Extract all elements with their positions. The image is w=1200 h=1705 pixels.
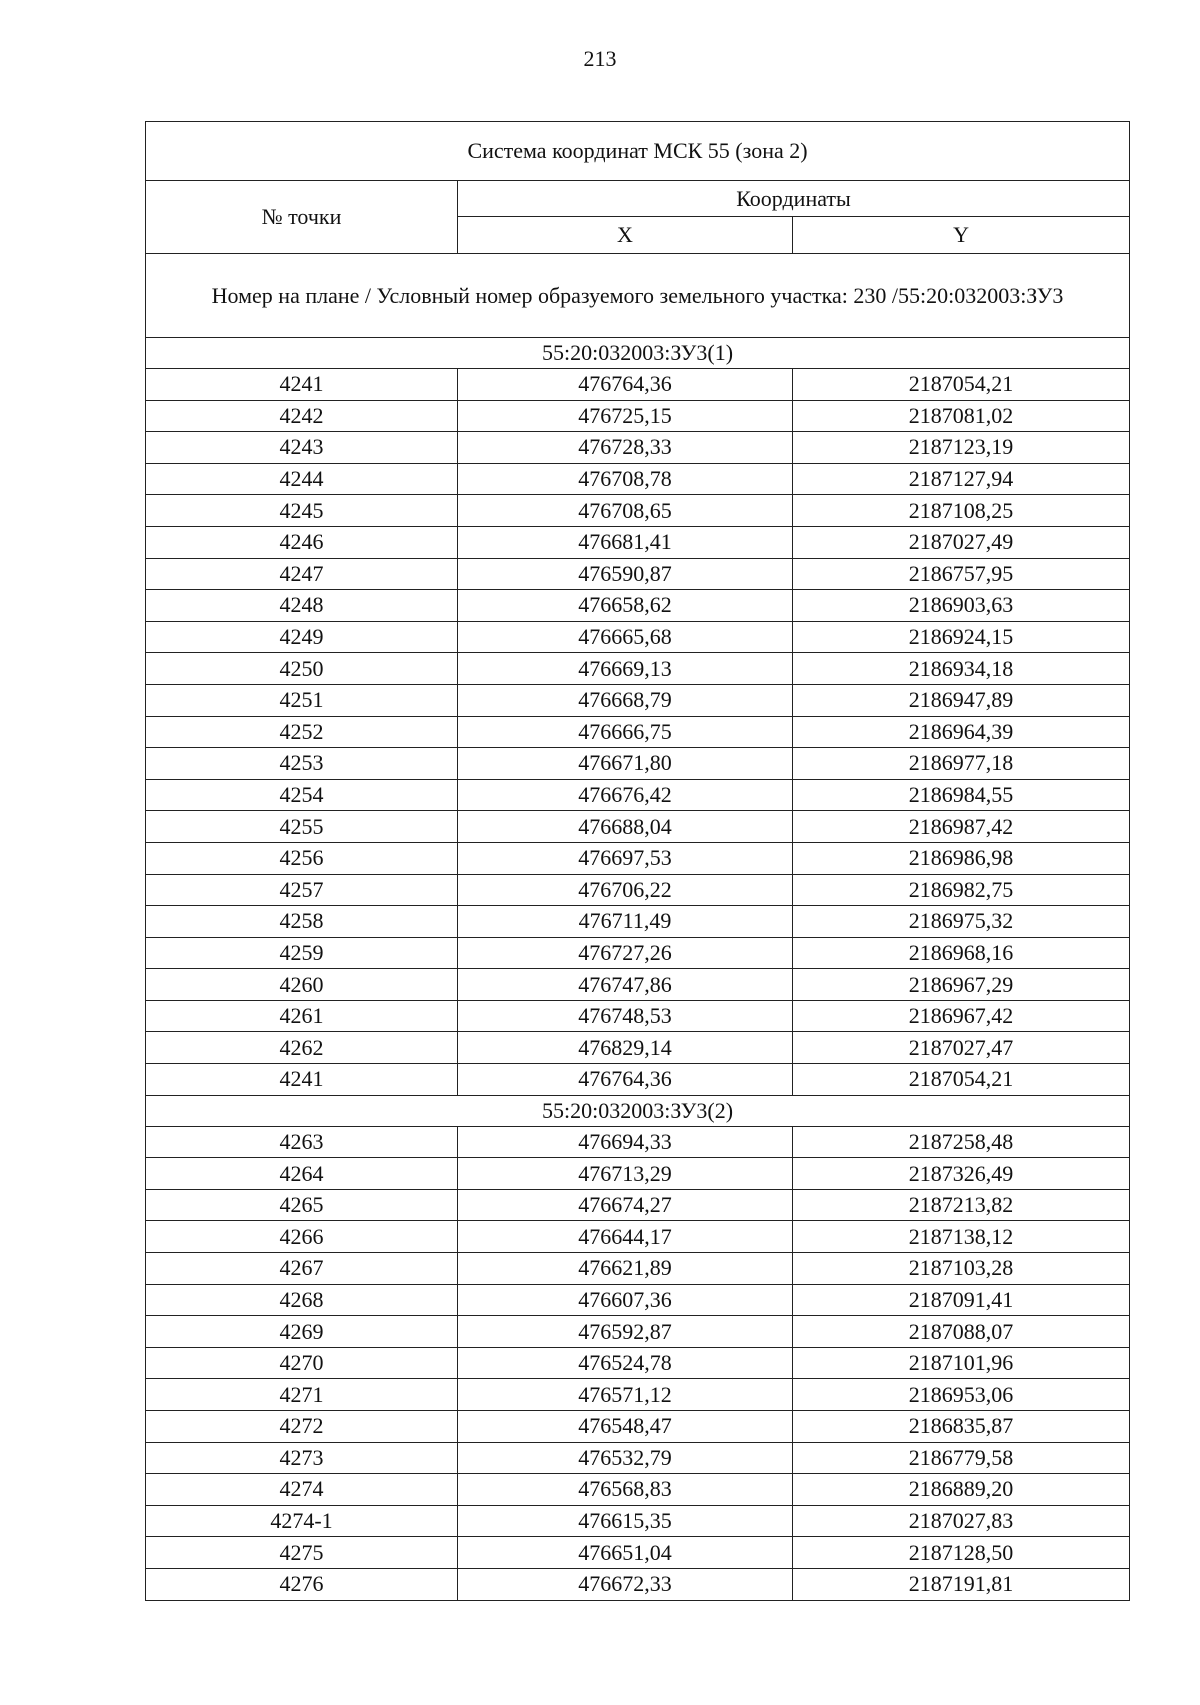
point-number-cell: 4254 [146, 779, 458, 811]
y-coordinate-cell: 2187123,19 [793, 432, 1130, 464]
point-number-cell: 4273 [146, 1442, 458, 1474]
y-coordinate-cell: 2187103,28 [793, 1253, 1130, 1285]
coordinates-header: Координаты [458, 181, 1130, 217]
table-row [146, 937, 1130, 969]
table-row [146, 684, 1130, 716]
x-coordinate-cell: 476524,78 [458, 1347, 793, 1379]
x-coordinate-cell: 476697,53 [458, 842, 793, 874]
x-coordinate-cell: 476694,33 [458, 1126, 793, 1158]
point-number-cell: 4241 [146, 369, 458, 401]
point-number-header: № точки [146, 181, 458, 254]
table-row [146, 621, 1130, 653]
table-row [146, 874, 1130, 906]
table-row [146, 653, 1130, 685]
y-coordinate-cell: 2187027,83 [793, 1505, 1130, 1537]
point-number-cell: 4241 [146, 1064, 458, 1096]
x-coordinate-cell: 476671,80 [458, 748, 793, 780]
table-row [146, 400, 1130, 432]
y-coordinate-cell: 2186953,06 [793, 1379, 1130, 1411]
point-number-cell: 4258 [146, 906, 458, 938]
y-coordinate-cell: 2186967,42 [793, 1000, 1130, 1032]
point-number-cell: 4275 [146, 1537, 458, 1569]
x-coordinate-cell: 476666,75 [458, 716, 793, 748]
plan-label: Номер на плане / Условный номер образуемого земельного участка: 230 /55:20:032003:ЗУ3 [146, 254, 1130, 338]
point-number-cell: 4250 [146, 653, 458, 685]
point-number-cell: 4260 [146, 969, 458, 1001]
table-row [146, 1000, 1130, 1032]
x-coordinate-cell: 476706,22 [458, 874, 793, 906]
y-coordinate-cell: 2187027,47 [793, 1032, 1130, 1064]
x-coordinate-cell: 476669,13 [458, 653, 793, 685]
point-number-cell: 4257 [146, 874, 458, 906]
point-number-cell: 4266 [146, 1221, 458, 1253]
y-coordinate-cell: 2186987,42 [793, 811, 1130, 843]
y-coordinate-cell: 2187091,41 [793, 1284, 1130, 1316]
table-row [146, 432, 1130, 464]
table-row [146, 716, 1130, 748]
table-row [146, 842, 1130, 874]
point-number-cell: 4261 [146, 1000, 458, 1032]
table-row [146, 369, 1130, 401]
x-coordinate-cell: 476621,89 [458, 1253, 793, 1285]
y-coordinate-cell: 2186964,39 [793, 716, 1130, 748]
y-coordinate-cell: 2187108,25 [793, 495, 1130, 527]
x-coordinate-cell: 476747,86 [458, 969, 793, 1001]
y-coordinate-cell: 2186968,16 [793, 937, 1130, 969]
point-number-cell: 4265 [146, 1189, 458, 1221]
point-number-cell: 4274-1 [146, 1505, 458, 1537]
table-row [146, 590, 1130, 622]
x-coordinate-cell: 476688,04 [458, 811, 793, 843]
table-row [146, 1284, 1130, 1316]
y-coordinate-cell: 2186757,95 [793, 558, 1130, 590]
table-row [146, 526, 1130, 558]
x-coordinate-cell: 476665,68 [458, 621, 793, 653]
table-row [146, 1505, 1130, 1537]
x-coordinate-cell: 476532,79 [458, 1442, 793, 1474]
coordinate-system-title: Система координат МСК 55 (зона 2) [146, 122, 1130, 181]
x-coordinate-cell: 476607,36 [458, 1284, 793, 1316]
section-title: 55:20:032003:ЗУ3(1) [146, 338, 1130, 369]
x-coordinate-cell: 476748,53 [458, 1000, 793, 1032]
y-coordinate-cell: 2186924,15 [793, 621, 1130, 653]
x-coordinate-cell: 476829,14 [458, 1032, 793, 1064]
y-coordinate-cell: 2186779,58 [793, 1442, 1130, 1474]
x-coordinate-cell: 476708,65 [458, 495, 793, 527]
y-coordinate-cell: 2186889,20 [793, 1474, 1130, 1506]
y-coordinate-cell: 2186986,98 [793, 842, 1130, 874]
coordinates-table [145, 121, 1130, 1601]
table-row [146, 1474, 1130, 1506]
section-title: 55:20:032003:ЗУ3(2) [146, 1095, 1130, 1126]
y-coordinate-cell: 2186934,18 [793, 653, 1130, 685]
page-number: 213 [583, 46, 617, 71]
y-coordinate-cell: 2187088,07 [793, 1316, 1130, 1348]
table-row [146, 1158, 1130, 1190]
x-coordinate-cell: 476592,87 [458, 1316, 793, 1348]
x-coordinate-cell: 476672,33 [458, 1568, 793, 1600]
x-coordinate-cell: 476764,36 [458, 1064, 793, 1096]
point-number-cell: 4264 [146, 1158, 458, 1190]
point-number-cell: 4245 [146, 495, 458, 527]
table-row [146, 1126, 1130, 1158]
point-number-cell: 4243 [146, 432, 458, 464]
table-body [146, 122, 1130, 1601]
table-row [146, 811, 1130, 843]
table-row [146, 463, 1130, 495]
x-coordinate-cell: 476676,42 [458, 779, 793, 811]
point-number-cell: 4253 [146, 748, 458, 780]
x-coordinate-cell: 476713,29 [458, 1158, 793, 1190]
point-number-cell: 4274 [146, 1474, 458, 1506]
y-coordinate-cell: 2186982,75 [793, 874, 1130, 906]
point-number-cell: 4268 [146, 1284, 458, 1316]
y-coordinate-cell: 2187127,94 [793, 463, 1130, 495]
x-coordinate-cell: 476568,83 [458, 1474, 793, 1506]
y-coordinate-cell: 2187054,21 [793, 369, 1130, 401]
x-coordinate-cell: 476681,41 [458, 526, 793, 558]
section-row [146, 338, 1130, 369]
table-row [146, 1347, 1130, 1379]
x-coordinate-cell: 476674,27 [458, 1189, 793, 1221]
y-coordinate-cell: 2187138,12 [793, 1221, 1130, 1253]
x-coordinate-cell: 476708,78 [458, 463, 793, 495]
point-number-cell: 4271 [146, 1379, 458, 1411]
y-coordinate-cell: 2186984,55 [793, 779, 1130, 811]
table-row [146, 1442, 1130, 1474]
y-coordinate-cell: 2186975,32 [793, 906, 1130, 938]
table-row [146, 1411, 1130, 1443]
table-row [146, 969, 1130, 1001]
x-coordinate-cell: 476727,26 [458, 937, 793, 969]
point-number-cell: 4246 [146, 526, 458, 558]
plan-row [146, 254, 1130, 338]
y-coordinate-cell: 2186977,18 [793, 748, 1130, 780]
point-number-cell: 4247 [146, 558, 458, 590]
y-coordinate-cell: 2187027,49 [793, 526, 1130, 558]
point-number-cell: 4272 [146, 1411, 458, 1443]
x-coordinate-cell: 476644,17 [458, 1221, 793, 1253]
table-row [146, 1568, 1130, 1600]
point-number-cell: 4259 [146, 937, 458, 969]
x-coordinate-cell: 476764,36 [458, 369, 793, 401]
x-coordinate-cell: 476728,33 [458, 432, 793, 464]
point-number-cell: 4267 [146, 1253, 458, 1285]
y-coordinate-cell: 2187191,81 [793, 1568, 1130, 1600]
table-row [146, 906, 1130, 938]
system-row [146, 122, 1130, 181]
y-coordinate-cell: 2187258,48 [793, 1126, 1130, 1158]
point-number-cell: 4269 [146, 1316, 458, 1348]
table-row [146, 1253, 1130, 1285]
x-header: X [458, 217, 793, 254]
table-row [146, 1064, 1130, 1096]
table-row [146, 779, 1130, 811]
table-row [146, 748, 1130, 780]
header-row [146, 181, 1130, 217]
x-coordinate-cell: 476590,87 [458, 558, 793, 590]
y-coordinate-cell: 2187101,96 [793, 1347, 1130, 1379]
point-number-cell: 4252 [146, 716, 458, 748]
point-number-cell: 4242 [146, 400, 458, 432]
x-coordinate-cell: 476615,35 [458, 1505, 793, 1537]
x-coordinate-cell: 476651,04 [458, 1537, 793, 1569]
table-row [146, 1032, 1130, 1064]
point-number-cell: 4251 [146, 684, 458, 716]
point-number-cell: 4262 [146, 1032, 458, 1064]
point-number-cell: 4248 [146, 590, 458, 622]
y-coordinate-cell: 2187081,02 [793, 400, 1130, 432]
point-number-cell: 4255 [146, 811, 458, 843]
point-number-cell: 4263 [146, 1126, 458, 1158]
x-coordinate-cell: 476548,47 [458, 1411, 793, 1443]
y-coordinate-cell: 2187054,21 [793, 1064, 1130, 1096]
point-number-cell: 4249 [146, 621, 458, 653]
y-coordinate-cell: 2186903,63 [793, 590, 1130, 622]
y-header: Y [793, 217, 1130, 254]
point-number-cell: 4270 [146, 1347, 458, 1379]
point-number-cell: 4276 [146, 1568, 458, 1600]
table-row [146, 1189, 1130, 1221]
point-number-cell: 4244 [146, 463, 458, 495]
table-row [146, 1537, 1130, 1569]
table-row [146, 495, 1130, 527]
x-coordinate-cell: 476571,12 [458, 1379, 793, 1411]
x-coordinate-cell: 476725,15 [458, 400, 793, 432]
y-coordinate-cell: 2187213,82 [793, 1189, 1130, 1221]
table-row [146, 1221, 1130, 1253]
point-number-cell: 4256 [146, 842, 458, 874]
y-coordinate-cell: 2186967,29 [793, 969, 1130, 1001]
x-coordinate-cell: 476668,79 [458, 684, 793, 716]
table-row [146, 1316, 1130, 1348]
table-row [146, 1379, 1130, 1411]
x-coordinate-cell: 476658,62 [458, 590, 793, 622]
y-coordinate-cell: 2186947,89 [793, 684, 1130, 716]
y-coordinate-cell: 2187128,50 [793, 1537, 1130, 1569]
section-row [146, 1095, 1130, 1126]
x-coordinate-cell: 476711,49 [458, 906, 793, 938]
table-row [146, 558, 1130, 590]
y-coordinate-cell: 2186835,87 [793, 1411, 1130, 1443]
y-coordinate-cell: 2187326,49 [793, 1158, 1130, 1190]
